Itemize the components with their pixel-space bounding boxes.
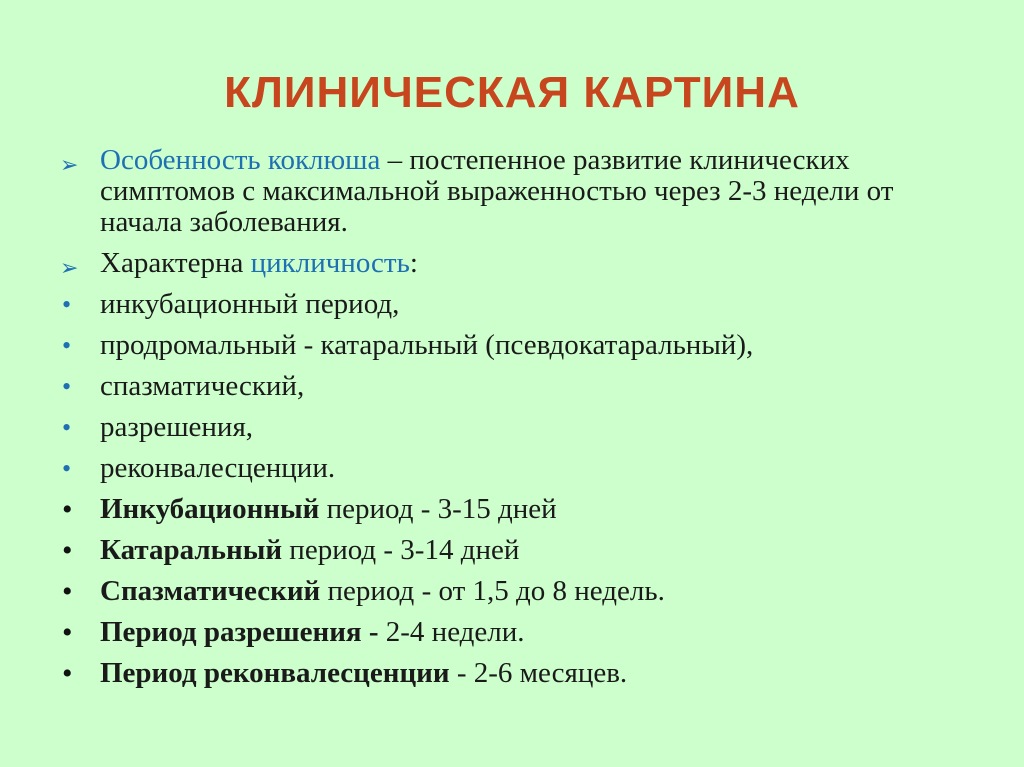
duration-term: Спазматический xyxy=(100,575,321,607)
black-dot-bullet-icon: • xyxy=(62,575,73,608)
duration-item xyxy=(60,535,980,566)
duration-value: 2-4 недели. xyxy=(378,616,525,648)
duration-value: - 2-6 месяцев. xyxy=(449,657,628,689)
period-list-item xyxy=(60,412,980,443)
cyclicity-colon: : xyxy=(409,247,418,279)
arrow-bullet-icon: ➢ xyxy=(60,153,79,178)
duration-item xyxy=(60,658,980,689)
black-dot-bullet-icon: • xyxy=(62,616,73,649)
black-dot-bullet-icon: • xyxy=(62,493,73,526)
black-dot-bullet-icon: • xyxy=(62,657,73,690)
arrow-item-feature xyxy=(60,145,980,238)
cyclicity-lead: Характерна xyxy=(100,247,251,279)
blue-dot-bullet-icon: • xyxy=(62,331,72,360)
duration-term: Катаральный xyxy=(100,534,283,566)
period-list-item xyxy=(60,330,980,361)
duration-term: Период реконвалесценции xyxy=(100,657,450,689)
slide-body xyxy=(60,145,980,689)
duration-item xyxy=(60,617,980,648)
arrow-bullet-icon: ➢ xyxy=(60,256,79,281)
feature-lead: Особенность коклюша xyxy=(100,144,381,176)
slide-title: КЛИНИЧЕСКАЯ КАРТИНА xyxy=(224,68,800,117)
period-list-item xyxy=(60,371,980,402)
period-label: спазматический, xyxy=(100,370,305,402)
duration-item xyxy=(60,576,980,607)
duration-item xyxy=(60,494,980,525)
period-label: инкубационный период, xyxy=(100,288,400,320)
black-dot-bullet-icon: • xyxy=(62,534,73,567)
feature-text: – постепенное развитие клинических симптомов с максимальной выраженностью через 2-3 недели от начала заболевания. xyxy=(100,144,894,238)
blue-dot-bullet-icon: • xyxy=(62,372,72,401)
duration-value: период - 3-14 дней xyxy=(282,534,520,566)
duration-term: Период разрешения - xyxy=(100,616,379,648)
duration-value: период - от 1,5 до 8 недель. xyxy=(320,575,665,607)
period-label: разрешения, xyxy=(100,411,254,443)
arrow-item-cyclicity xyxy=(60,248,980,279)
period-list-item xyxy=(60,453,980,484)
blue-dot-bullet-icon: • xyxy=(62,290,72,319)
duration-value: период - 3-15 дней xyxy=(319,493,557,525)
cyclicity-highlight: цикличность xyxy=(250,247,410,279)
period-label: продромальный - катаральный (псевдокатаральный), xyxy=(100,329,754,361)
period-label: реконвалесценции. xyxy=(100,452,336,484)
duration-term: Инкубационный xyxy=(100,493,320,525)
blue-dot-bullet-icon: • xyxy=(62,454,72,483)
blue-dot-bullet-icon: • xyxy=(62,413,72,442)
period-list-item xyxy=(60,289,980,320)
